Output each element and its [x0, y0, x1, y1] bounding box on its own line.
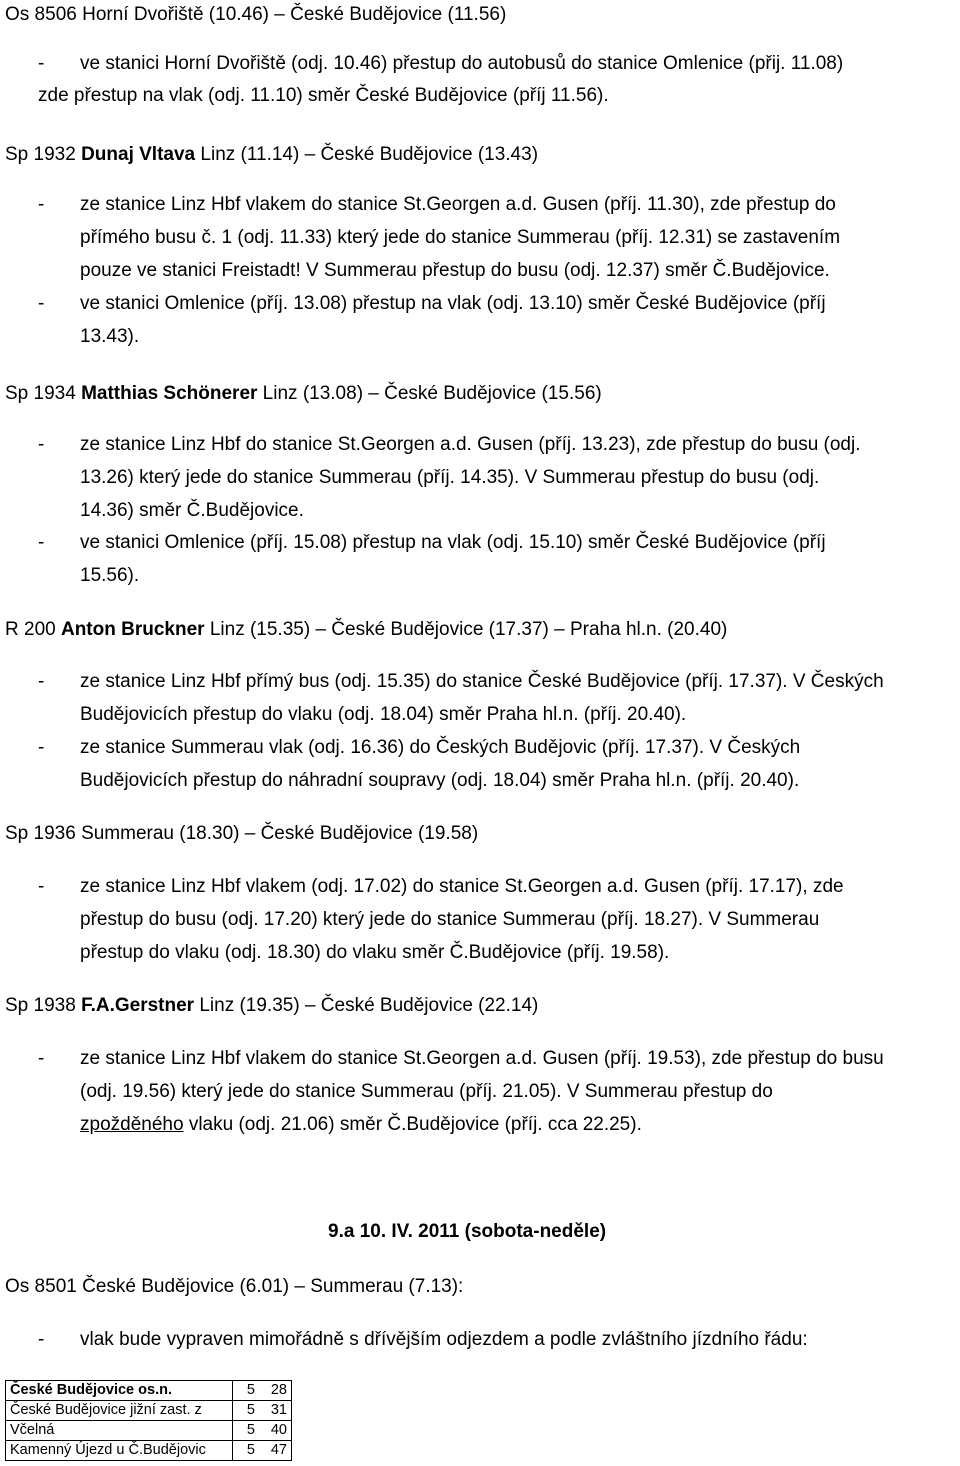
train-heading: R 200 Anton Bruckner Linz (15.35) – České Budějovice (17.37) – Praha hl.n. (20.40) [5, 619, 728, 640]
bullet-dash: - [38, 293, 45, 314]
train-heading: Sp 1938 F.A.Gerstner Linz (19.35) – České Budějovice (22.14) [5, 995, 539, 1016]
hour-cell: 5 [233, 1421, 258, 1441]
minute-cell: 31 [257, 1401, 292, 1421]
minute-cell: 28 [257, 1381, 292, 1401]
table-row [6, 1401, 292, 1421]
item-line: ze stanice Summerau vlak (odj. 16.36) do Českých Budějovic (příj. 17.37). V Českých [80, 737, 801, 758]
item-line: ve stanici Omlenice (příj. 13.08) přestup na vlak (odj. 13.10) směr České Budějovice (příj [80, 293, 826, 314]
item-line: ze stanice Linz Hbf do stanice St.Georgen a.d. Gusen (příj. 13.23), zde přestup do busu (odj. [80, 434, 861, 455]
minute-cell: 40 [257, 1421, 292, 1441]
item-line: ze stanice Linz Hbf vlakem do stanice St.Georgen a.d. Gusen (příj. 19.53), zde přestup do busu [80, 1048, 884, 1069]
train-heading: Sp 1932 Dunaj Vltava Linz (11.14) – České Budějovice (13.43) [5, 144, 539, 165]
item-line: přestup do vlaku (odj. 18.30) do vlaku směr Č.Budějovice (příj. 19.58). [80, 942, 670, 963]
bullet-dash: - [38, 671, 45, 692]
item-line: vlak bude vypraven mimořádně s dřívějším odjezdem a podle zvláštního jízdního řádu: [80, 1329, 808, 1350]
item-line: zpožděného vlaku (odj. 21.06) směr Č.Budějovice (příj. cca 22.25). [80, 1114, 642, 1135]
item-line: pouze ve stanici Freistadt! V Summerau přestup do busu (odj. 12.37) směr Č.Budějovice. [80, 260, 830, 281]
station-cell: Včelná [6, 1421, 233, 1441]
train-heading: Sp 1936 Summerau (18.30) – České Budějovice (19.58) [5, 823, 479, 844]
item-line: ve stanici Horní Dvořiště (odj. 10.46) přestup do autobusů do stanice Omlenice (přij. 11.08) [80, 53, 844, 74]
bullet-dash: - [38, 737, 45, 758]
bullet-dash: - [38, 532, 45, 553]
item-line: přímého busu č. 1 (odj. 11.33) který jede do stanice Summerau (příj. 12.31) se zastavením [80, 227, 841, 248]
bullet-dash: - [38, 434, 45, 455]
item-line: zde přestup na vlak (odj. 11.10) směr České Budějovice (příj 11.56). [38, 85, 609, 106]
station-cell: Kamenný Újezd u Č.Budějovic [6, 1441, 233, 1461]
timetable [5, 1380, 292, 1461]
bullet-dash: - [38, 1329, 45, 1350]
bullet-dash: - [38, 194, 45, 215]
station-cell: České Budějovice os.n. [6, 1381, 233, 1401]
table-row [6, 1381, 292, 1401]
bullet-dash: - [38, 53, 45, 74]
item-line: přestup do busu (odj. 17.20) který jede do stanice Summerau (příj. 18.27). V Summerau [80, 909, 820, 930]
table-row [6, 1421, 292, 1441]
item-line: ze stanice Linz Hbf přímý bus (odj. 15.35) do stanice České Budějovice (příj. 17.37). V Českých [80, 671, 884, 692]
date-heading: 9.a 10. IV. 2011 (sobota-neděle) [328, 1221, 607, 1242]
bullet-dash: - [38, 1048, 45, 1069]
table-row [6, 1441, 292, 1461]
item-line: (odj. 19.56) který jede do stanice Summerau (příj. 21.05). V Summerau přestup do [80, 1081, 773, 1102]
item-line: 14.36) směr Č.Budějovice. [80, 500, 304, 521]
train-heading: Os 8501 České Budějovice (6.01) – Summerau (7.13): [5, 1276, 464, 1297]
hour-cell: 5 [233, 1401, 258, 1421]
item-line: Budějovicích přestup do vlaku (odj. 18.04) směr Praha hl.n. (příj. 20.40). [80, 704, 687, 725]
item-line: Budějovicích přestup do náhradní soupravy (odj. 18.04) směr Praha hl.n. (příj. 20.40). [80, 770, 800, 791]
item-line: 13.43). [80, 326, 140, 347]
item-line: ze stanice Linz Hbf vlakem (odj. 17.02) do stanice St.Georgen a.d. Gusen (příj. 17.17), zde [80, 876, 844, 897]
train-heading: Os 8506 Horní Dvořiště (10.46) – České Budějovice (11.56) [5, 4, 507, 25]
item-line: 15.56). [80, 565, 140, 586]
item-line: ze stanice Linz Hbf vlakem do stanice St.Georgen a.d. Gusen (příj. 11.30), zde přestup do [80, 194, 836, 215]
hour-cell: 5 [233, 1441, 258, 1461]
item-line: 13.26) který jede do stanice Summerau (příj. 14.35). V Summerau přestup do busu (odj. [80, 467, 820, 488]
item-line: ve stanici Omlenice (příj. 15.08) přestup na vlak (odj. 15.10) směr České Budějovice (příj [80, 532, 826, 553]
hour-cell: 5 [233, 1381, 258, 1401]
station-cell: České Budějovice jižní zast. z [6, 1401, 233, 1421]
minute-cell: 47 [257, 1441, 292, 1461]
train-heading: Sp 1934 Matthias Schönerer Linz (13.08) – České Budějovice (15.56) [5, 383, 602, 404]
bullet-dash: - [38, 876, 45, 897]
